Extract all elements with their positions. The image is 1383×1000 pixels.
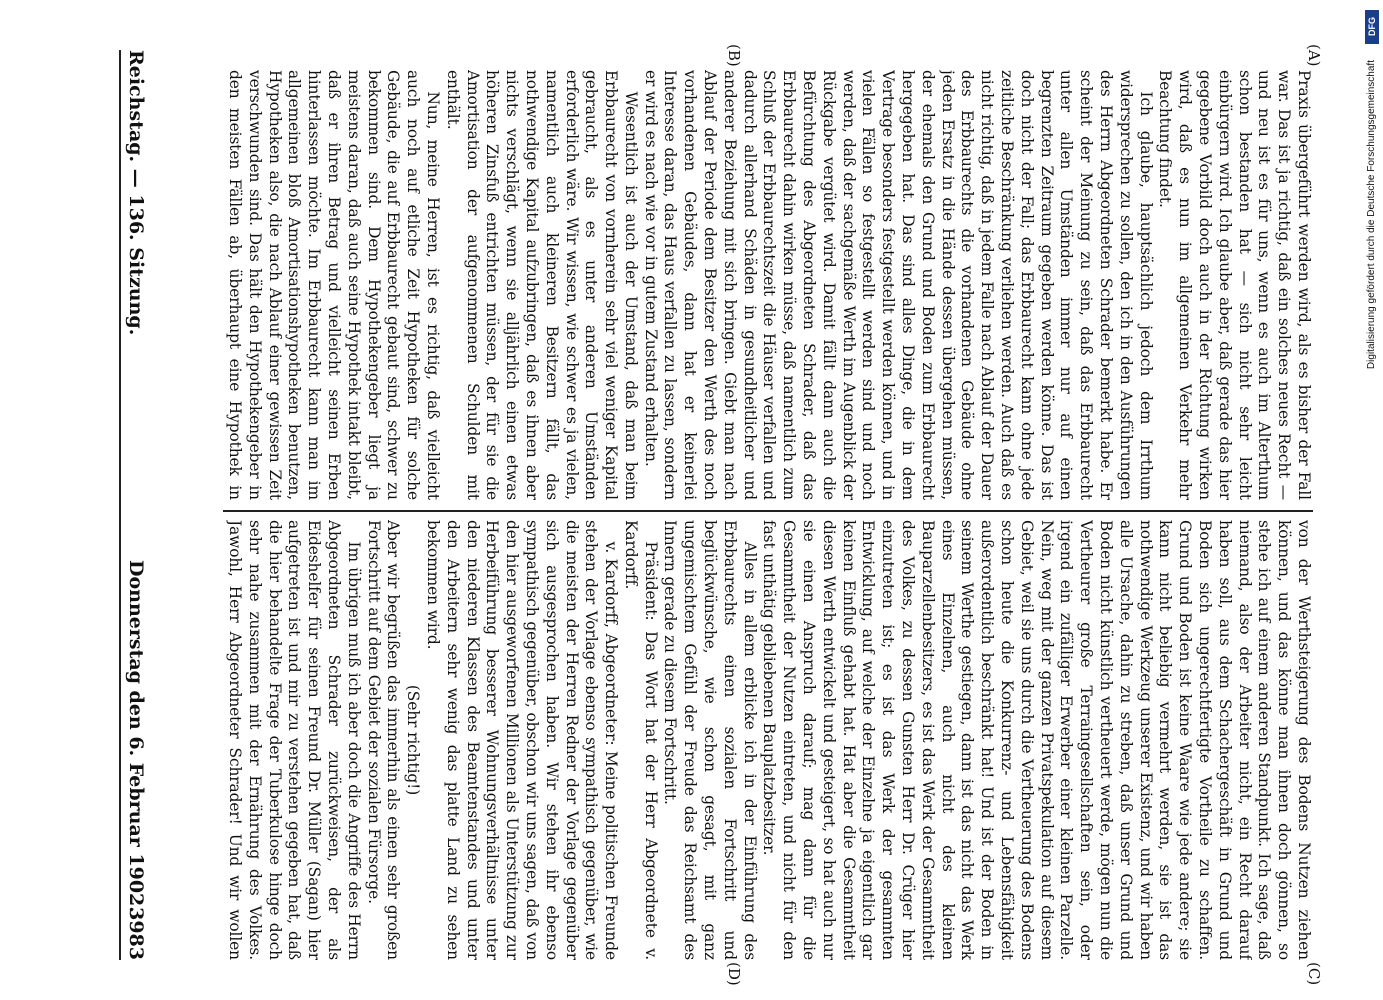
speaker-paragraph: Präsident: Das Wort hat der Herr Abgeordnete v. Kardorff. [621,520,660,960]
page-number: 3983 [125,907,147,960]
margin-mark-d: (D) [725,962,743,986]
left-column [223,70,1313,500]
header-rule [119,50,121,960]
paragraph: Nun, meine Herren, ist es richtig, daß vielleicht auch noch auf etliche Zeit Hypotheken für solche Gebäude, die auf Erbbaurecht gebaut sind, schwer zu bekommen sind. Dem Hypothekengeber liegt ja meistens daran, daß auch seine Hypothek intakt bleibt, daß er ihren Betrag und vielleicht seinen Erben hinterlassen möchte. Im Erbbaurecht kann man im allgemeinen bloß Amortisationshypotheken benutzen, Hypotheken also, die nach Ablauf einer gewissen Zeit verschwunden sind. Das hält den Hypothekengeber in den meisten Fällen ab, überhaupt eine Hypothek in [225,70,442,500]
interjection: (Sehr richtig!) [404,684,423,796]
paragraph: Ich glaube, hauptsächlich jedoch dem Irrthum widersprechen zu sollen, den ich in den Ausführungen des Herrn Abgeordneten Schrader bemerkt habe. Er scheint der Meinung zu sein, daß das Erbbaurecht unter allen Umständen immer nur auf einen begrenzten Zeitraum gegeben werden könne. Das ist doch nicht der Fall; das Erbbaurecht kann ohne jede zeitliche Beschränkung verliehen werden. Auch daß es nicht richtig, daß in jedem Falle nach Ablauf der Dauer des Erbbaurechts die vorhandenen Gebäude ohne jeden Ersatz in die Hände dessen übergehen müssen, der ehemals den Grund und Boden zum Erbbaurecht hergegeben hat. Das sind alles Dinge, die in dem Vertrage besonders festgestellt werden können, und in vielen Fällen so festgestellt werden sind und noch werden, daß der sachgemäße Werth im Augenblick der Rückgabe vergütet wird. Damit fällt dann auch die Befürchtung des Abgeordneten Schrader, daß das Erbbaurecht dahin wirken müsse, daß namentlich zum Schluß der Erbbaurechtszeit die Häuser verfallen und dadurch allerhand Schäden in gesundheitlicher und anderer Beziehung mit sich bringen. Giebt man nach Ablauf der Periode dem Besitzer den Werth des noch vorhandenen Gebäudes, dann hat er keinerlei Interesse daran, das Haus verfallen zu lassen, sondern er wird es nach wie vor in gutem Zustand erhalten. [641,70,1155,500]
paragraph: Alles in allem erblicke ich in der Einführung des Erbbaurechts einen sozialen Fortschritt und beglückwünsche, wie schon gesagt, mit ganz ungemischtem Gefühl der Freude das Reichsamt des Innern gerade zu diesem Fortschritt. [661,520,759,960]
paragraph: Im übrigen muß ich aber doch die Angriffe des Herrn Abgeordneten Schrader zurückweisen, der als Eideshelfer für seinen Freund Dr. Müller (Sagan) hier aufgetreten ist und mir zu verstehen gegeben hat, daß die hier behandelte Frage der Tuberkulose hinge doch sehr nahe zusammen mit der Ernährung des Volkes. Jawohl, Herr Abgeordneter Schrader! Und wir wollen [225,520,363,960]
column-divider [223,510,1313,512]
paragraph: von der Werthsteigerung des Bodens Nutzen ziehen können, und das könne man ihnen doch gönnen, so stehe ich auf einem anderen Standpunkt. Ich sage, daß niemand, also der Arbeiter nicht, ein Recht darauf haben soll, aus dem Schachergeschäft in Grund und Boden sich ungerechtfertigte Vortheile zu schaffen. Grund und Boden ist keine Waare wie jede andere; sie kann nicht beliebig vermehrt werden, sie ist das nothwendige Werkzeug unserer Existenz, und wir haben alle Ursache, dahin zu streben, daß unser Grund und Boden nicht künstlich vertheuert werde, mögen nun die Vertheurer große Terraingesellschaften sein, oder irgend ein zufälliger Erwerber einer kleinen Parzelle. Nein, weg mit der ganzen Privatspekulation auf diesem Gebiet, weil sie uns durch die Vertheuerung des Bodens schon heute die Konkurrenz- und Lebensfähigkeit außerordentlich beschränkt hat! Und ist der Boden in seinem Werthe gestiegen, dann ist das nicht das Werk eines Einzelnen, auch nicht des kleinen Bauparzellenbesitzers, es ist das Werk der Gesammtheit des Volkes, zu dessen Gunsten Herr Dr. Crüger hier einzutreten ist; es ist das Werk der gesammten Entwicklung, auf welche der Einzelne ja eigentlich gar keinen Einfluß gehabt hat. Hat aber die Gesammtheit diesen Werth entwickelt und gesteigert, so hat auch nur sie einen Anspruch darauf; mag dann für die Gesammtheit der Nutzen eintreten, und nicht für den fast unthätig gebliebenen Bauplatzbesitzer. [760,520,1313,960]
paragraph: Wesentlich ist auch der Umstand, daß man beim Erbbaurecht von vornherein sehr viel weniger Kapital gebraucht, als es unter anderen Umständen erforderlich wäre. Wir wissen, wie schwer es ja vielen, namentlich auch kleineren Besitzern fällt, das nothwendige Kapital aufzubringen, daß es ihnen aber nichts verschlägt, wenn sie alljährlich einen etwas höheren Zinsfuß entrichten müssen, der für sie die Amortisation der aufgenommenen Schulden mit enthält. [443,70,640,500]
margin-mark-a: (A) [1305,44,1323,67]
margin-mark-b: (B) [725,44,743,67]
header-date: Donnerstag den 6. Februar 1902. [125,560,147,913]
right-column [223,520,1313,960]
header-session: Reichstag. — 136. Sitzung. [125,50,147,336]
paragraph: Aber wir begrüßen das immerhin als einen sehr großen Fortschritt auf dem Gebiet der sozialen Fürsorge. [364,520,403,960]
page-header [115,50,155,960]
paragraph: Praxis übergeführt werden wird, als es bisher der Fall war. Das ist ja richtig, daß ein solches neues Recht — und neu ist es für uns, wenn es auch im Alterthum schon bestanden hat — sich nicht sehr leicht einbürgern wird. Ich glaube aber, daß gerade das hier gegebene Vorbild doch auch in der Richtung wirken wird, daß es nun im allgemeinen Verkehr mehr Beachtung findet. [1156,70,1313,500]
digitization-note: Digitalisierung gefördert durch die Deutsche Forschungsgemeinschaft [1366,60,1377,370]
margin-mark-c: (C) [1305,962,1323,986]
dfg-logo: DFG [1365,10,1379,44]
speaker-paragraph: v. Kardorff, Abgeordneter: Meine politischen Freunde stehen der Vorlage ebenso sympathisch gegenüber, wie die meisten der Herren Redner der Vorlage gegenüber sich ausgesprochen haben. Wir stehen ihr ebenso sympathisch gegenüber, obschon wir uns sagen, daß von den hier ausgeworfenen Millionen als Unterstützung zur Herbeiführung besserer Wohnungsverhältnisse unter den niederen Klassen des Beamtenstandes und unter den Arbeitern sehr wenig das platte Land zu sehen bekommen wird. [423,520,621,960]
